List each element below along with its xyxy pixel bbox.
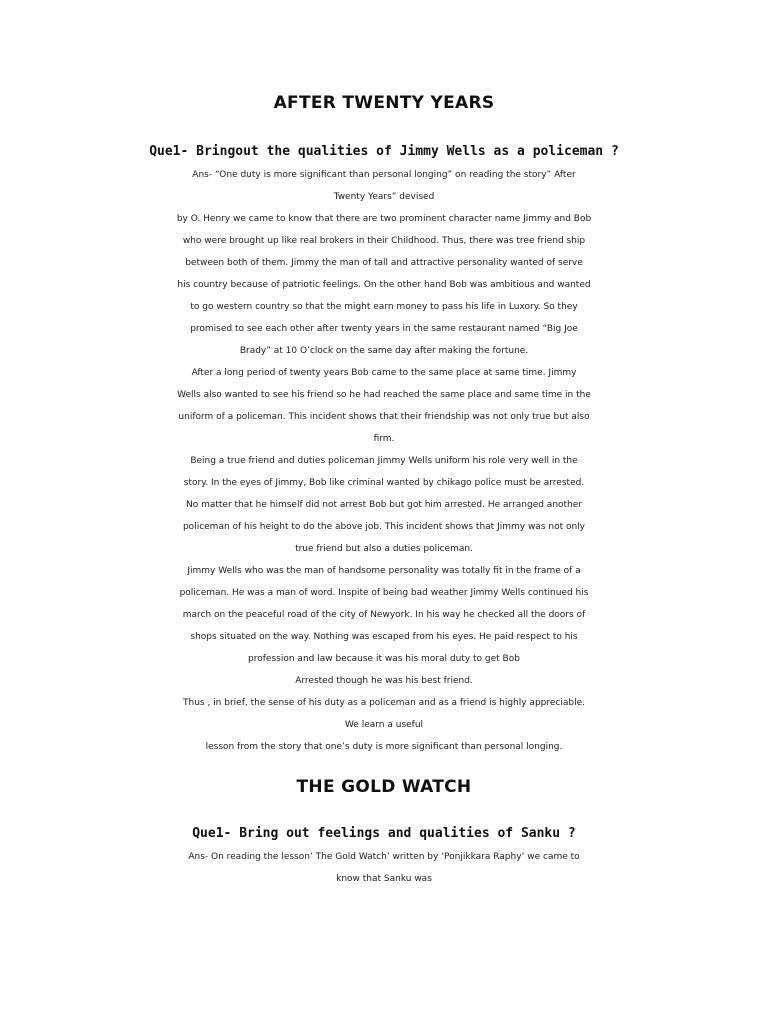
text-line: Wells also wanted to see his friend so he had reached the same place and same time in the bbox=[177, 390, 591, 400]
question-heading: Que1- Bring out feelings and qualities of Sanku ? bbox=[192, 826, 576, 841]
text-line: to go western country so that the might earn money to pass his life in Luxory. So they bbox=[190, 302, 578, 312]
text-line: Arrested though he was his best friend. bbox=[295, 676, 473, 686]
text-line: Being a true friend and duties policeman Jimmy Wells uniform his role very well in the bbox=[190, 456, 578, 466]
text-line: policeman. He was a man of word. Inspite of being bad weather Jimmy Wells continued his bbox=[179, 588, 589, 598]
text-line: by O. Henry we came to know that there are two prominent character name Jimmy and Bob bbox=[176, 214, 592, 224]
text-line: Thus , in brief, the sense of his duty as a policeman and as a friend is highly appreciable. bbox=[183, 698, 585, 708]
text-line: firm. bbox=[373, 434, 395, 444]
text-line: who were brought up like real brokers in their Childhood. Thus, there was tree friend ship bbox=[182, 236, 586, 246]
text-line: uniform of a policeman. This incident shows that their friendship was not only true but also bbox=[178, 412, 590, 422]
text-line: his country because of patriotic feelings. On the other hand Bob was ambitious and wanted bbox=[177, 280, 591, 290]
text-line: We learn a useful bbox=[344, 720, 424, 730]
text-line: Jimmy Wells who was the man of handsome personality was totally fit in the frame of a bbox=[187, 566, 581, 576]
text-line: After a long period of twenty years Bob came to the same place at same time. Jimmy bbox=[191, 368, 577, 378]
text-line: between both of them. Jimmy the man of tall and attractive personality wanted of serve bbox=[185, 258, 583, 268]
text-line: story. In the eyes of Jimmy, Bob like criminal wanted by chikago police must be arrested. bbox=[183, 478, 585, 488]
text-line: Brady” at 10 O’clock on the same day after making the fortune. bbox=[239, 346, 529, 356]
text-line: profession and law because it was his moral duty to get Bob bbox=[248, 654, 520, 664]
text-line: promised to see each other after twenty years in the same restaurant named “Big Joe bbox=[190, 324, 578, 334]
text-line: No matter that he himself did not arrest Bob but got him arrested. He arranged another bbox=[185, 500, 583, 510]
text-line: Ans- “One duty is more significant than personal longing” on reading the story” After bbox=[192, 170, 576, 180]
answer-body bbox=[0, 846, 768, 890]
answer-body bbox=[0, 164, 768, 758]
text-line: policeman of his height to do the above job. This incident shows that Jimmy was not only bbox=[182, 522, 586, 532]
text-line: know that Sanku was bbox=[336, 874, 432, 884]
text-line: Twenty Years” devised bbox=[333, 192, 435, 202]
text-line: Ans- On reading the lesson’ The Gold Watch’ written by ‘Ponjikkara Raphy’ we came to bbox=[188, 852, 580, 862]
text-line: march on the peaceful road of the city of Newyork. In his way he checked all the doors of bbox=[182, 610, 586, 620]
section-title: AFTER TWENTY YEARS bbox=[273, 93, 495, 113]
text-line: true friend but also a duties policeman. bbox=[295, 544, 473, 554]
section-title: THE GOLD WATCH bbox=[296, 777, 472, 797]
text-line: shops situated on the way. Nothing was escaped from his eyes. He paid respect to his bbox=[190, 632, 578, 642]
text-line: lesson from the story that one’s duty is more significant than personal longing. bbox=[205, 742, 563, 752]
question-heading: Que1- Bringout the qualities of Jimmy Wells as a policeman ? bbox=[149, 144, 619, 159]
